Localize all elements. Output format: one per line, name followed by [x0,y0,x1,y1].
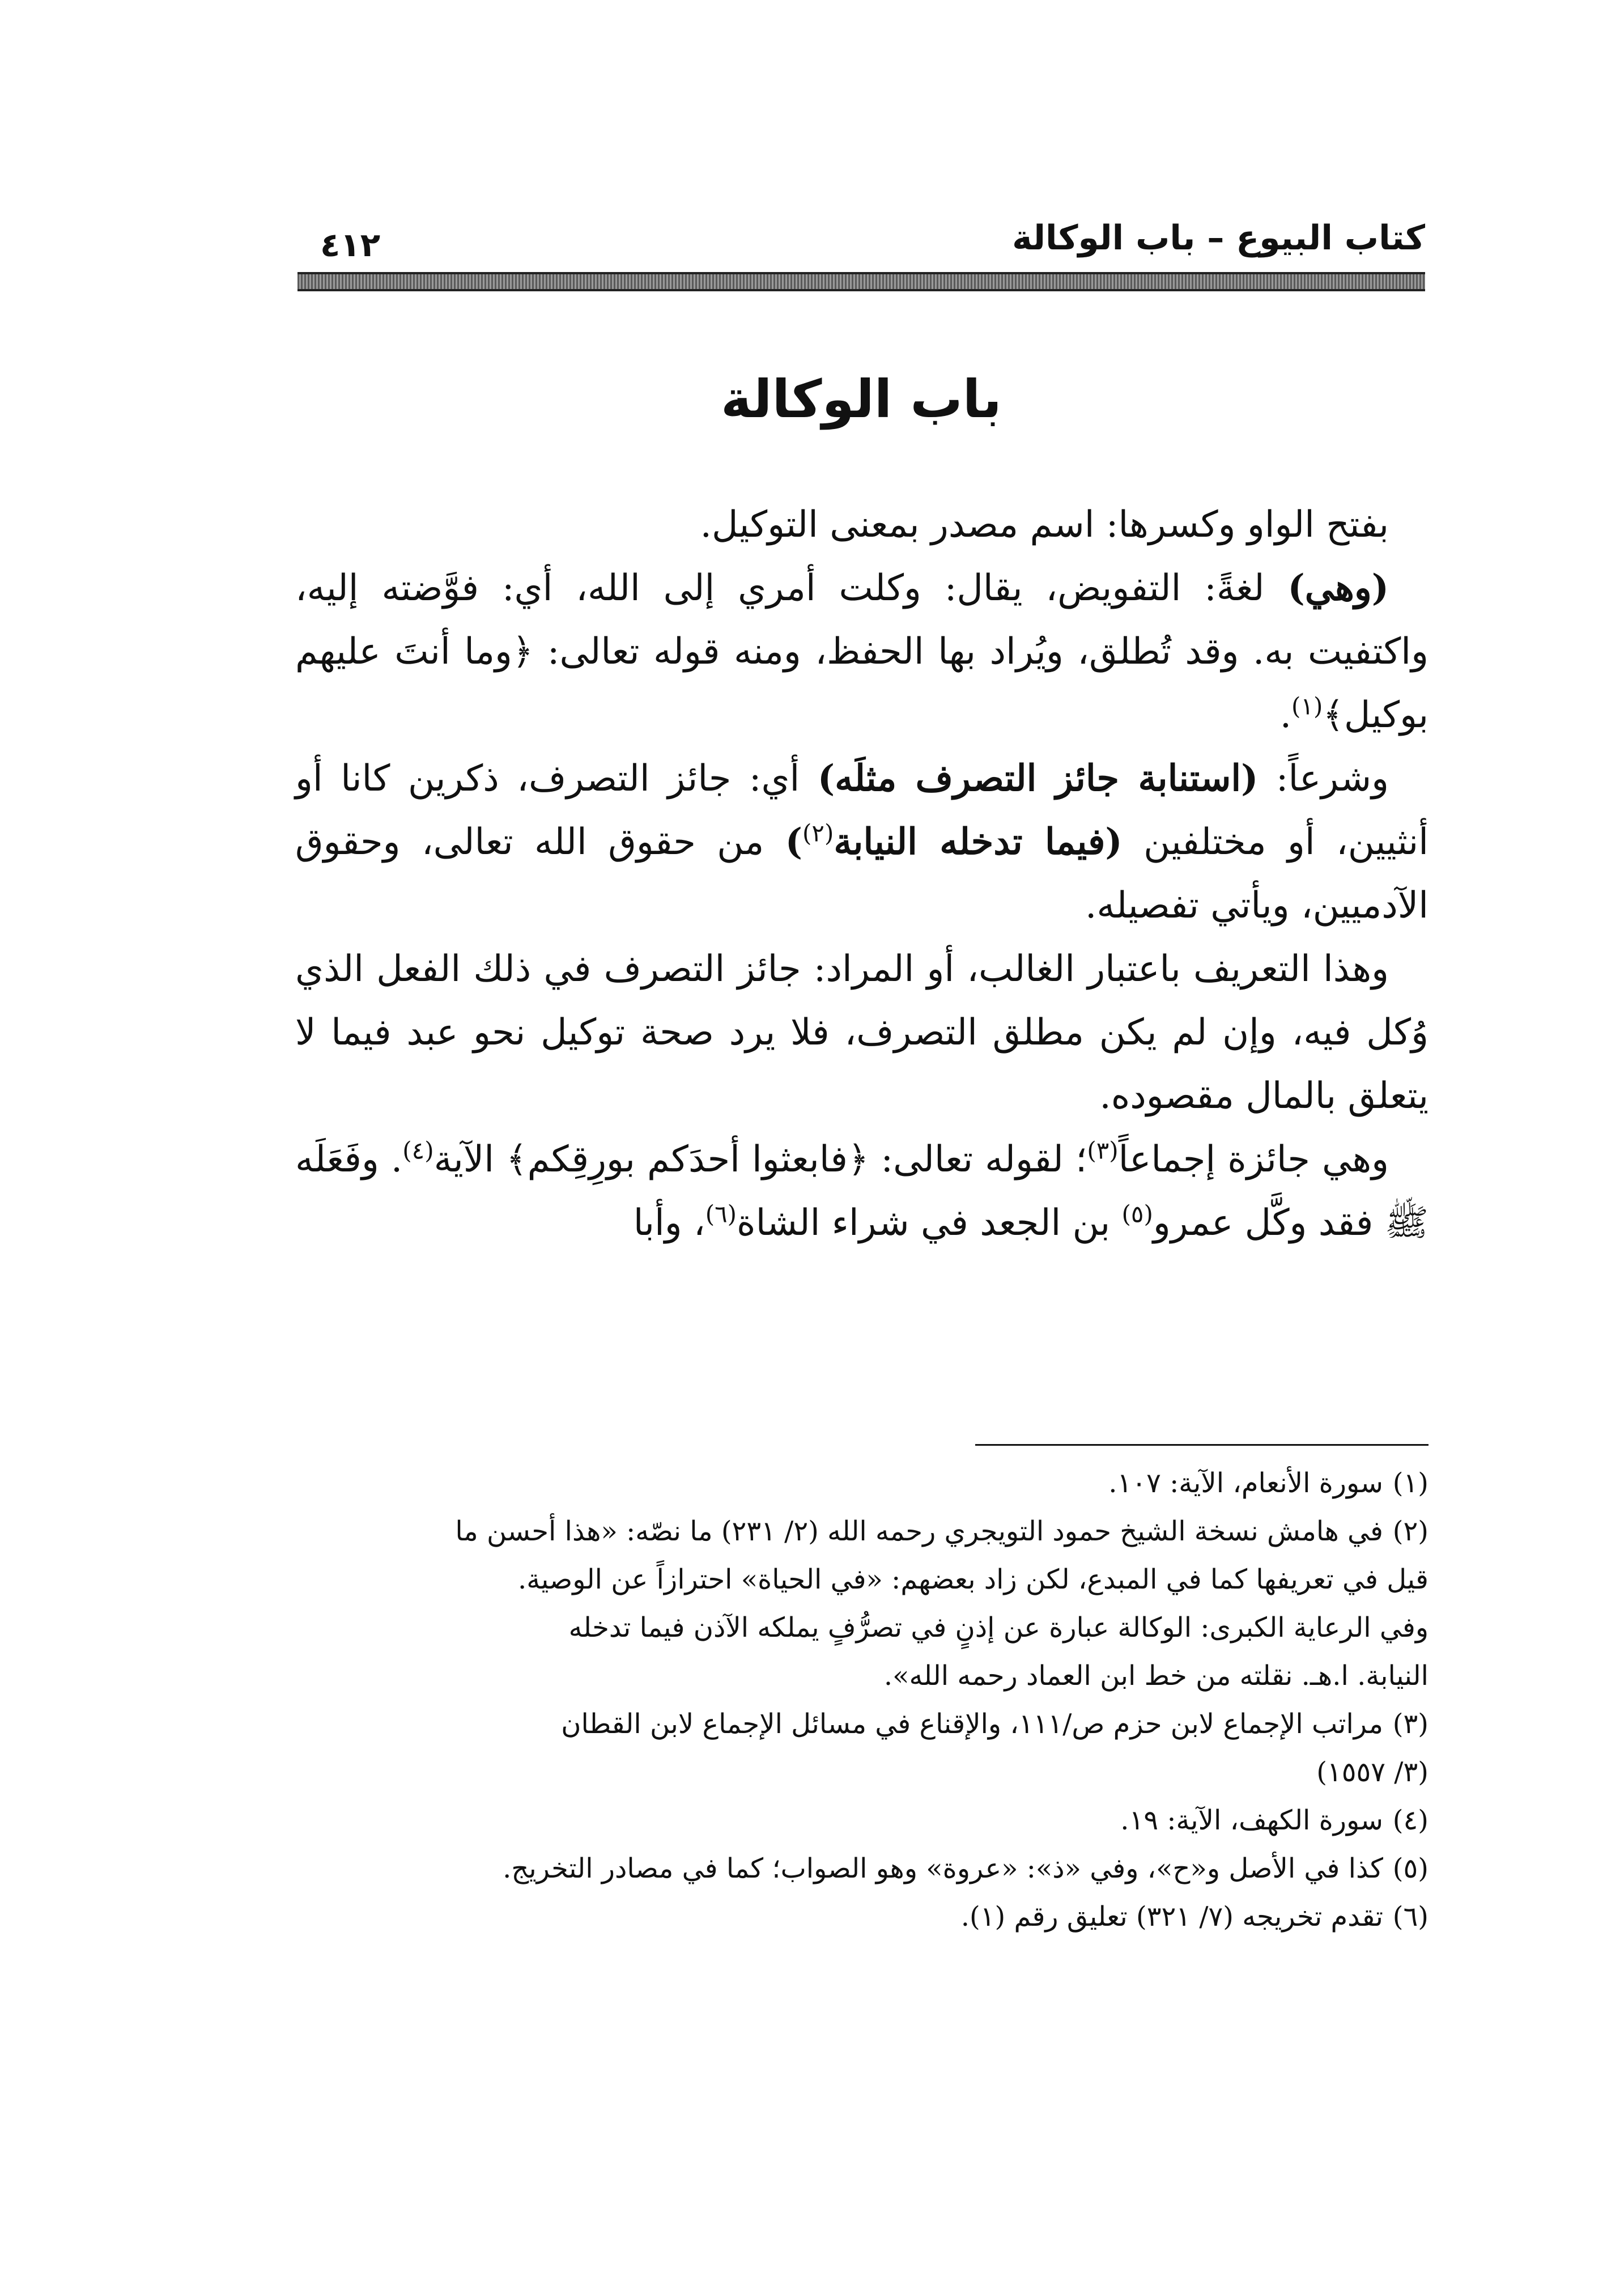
chapter-title: باب الوكالة [721,369,1002,430]
paragraph-4-text: وهذا التعريف باعتبار الغالب، أو المراد: جائز التصرف في ذلك الفعل الذي وُكل فيه، وإن لم يكن مطلق التصرف، فلا يرد صحة توكيل نحو عبد فيما لا يتعلق بالمال مقصوده. [295,948,1429,1117]
paragraph-5-e: ، وأبا [633,1202,705,1244]
footnote-number: (٦) [1392,1901,1429,1933]
running-header [297,210,1425,272]
footnote-number: (٥) [1392,1853,1429,1884]
footnote-ref-2: (٢) [802,819,834,847]
paragraph-2-bold: (وهي) [1287,567,1389,609]
paragraph-5-b: ؛ لقوله تعالى: ﴿فابعثوا أحدَكم بورِقِكم﴾ الآية [433,1139,1087,1181]
footnote-text: مراتب الإجماع لابن حزم ص/١١١، والإقناع في مسائل الإجماع لابن القطان [561,1708,1383,1740]
footnote-number: (٤) [1392,1804,1429,1836]
footnote-1 [295,1459,1429,1508]
footnote-text: في هامش نسخة الشيخ حمود التويجري رحمه الله (٢/ ٢٣١) ما نصّه: «هذا أحسن ما [455,1515,1383,1547]
paragraph-2-end: . [1279,694,1292,736]
footnote-ref-1: (١) [1291,692,1323,720]
paragraph-4 [295,937,1429,1128]
footnote-ref-3: (٣) [1087,1136,1119,1165]
footnote-6 [295,1893,1429,1941]
header-title: كتاب البيوع – باب الوكالة [1012,218,1425,258]
page-number: ٤١٢ [320,226,381,264]
paragraph-2-text: لغةً: التفويض، يقال: وكلت أمري إلى الله، أي: فوَّضته إليه، واكتفيت به. وقد تُطلق، ويُراد بها الحفظ، ومنه قوله تعالى: ﴿وما أنتَ عليهم بوكيل﴾ [295,567,1429,736]
paragraph-3-mid: أي: جائز التصرف، ذكرين كانا أو أنثيين، أو مختلفين [295,758,1429,863]
paragraph-1-text: بفتح الواو وكسرها: اسم مصدر بمعنى التوكيل. [700,504,1389,546]
paragraph-3-bold-3: ) [785,821,802,863]
paragraph-5-a: وهي جائزة إجماعاً [1118,1139,1389,1181]
footnote-text: وفي الرعاية الكبرى: الوكالة عبارة عن إذنٍ في تصرُّفٍ يملكه الآذن فيما تدخله [568,1612,1429,1644]
footnote-number: (١) [1392,1467,1429,1499]
footnote-ref-6: (٦) [705,1200,737,1228]
footnote-number: (٣) [1392,1708,1429,1740]
footnote-ref-5: (٥) [1121,1200,1153,1228]
footnotes [295,1459,1429,1941]
paragraph-3 [295,747,1429,937]
footnote-3 [295,1700,1429,1797]
footnote-text: (٣/ ١٥٥٧) [1316,1756,1429,1788]
paragraph-5-c: . وفَعَلَه ﷺ فقد وكَّل عمرو [295,1139,1429,1244]
footnote-divider [975,1444,1429,1446]
footnote-text: تقدم تخريجه (٧/ ٣٢١) تعليق رقم (١). [960,1901,1383,1933]
paragraph-2 [295,557,1429,747]
footnote-ref-4: (٤) [402,1136,434,1165]
paragraph-3-bold-1: (استنابة جائز التصرف مثلَه) [817,757,1259,800]
footnote-5 [295,1845,1429,1893]
footnote-2 [295,1508,1429,1700]
body-text [295,493,1429,1255]
footnote-text: قيل في تعريفها كما في المبدع، لكن زاد بعضهم: «في الحياة» احترازاً عن الوصية. [517,1564,1429,1595]
paragraph-3-lead: وشرعاً: [1258,758,1389,800]
footnote-text: النيابة. ا.هـ. نقلته من خط ابن العماد رحمه الله». [883,1660,1429,1692]
paragraph-5-d: بن الجعد في شراء الشاة [737,1202,1122,1244]
footnote-text: كذا في الأصل و«ح»، وفي «ذ»: «عروة» وهو الصواب؛ كما في مصادر التخريج. [503,1853,1383,1884]
paragraph-5 [295,1128,1429,1255]
header-rule [297,272,1425,291]
footnote-4 [295,1797,1429,1845]
footnote-text: سورة الأنعام، الآية: ١٠٧. [1108,1467,1383,1499]
footnote-text: سورة الكهف، الآية: ١٩. [1120,1804,1383,1836]
paragraph-1 [295,493,1429,557]
paragraph-3-tail: من حقوق الله تعالى، وحقوق الآدميين، ويأتي تفصيله. [295,821,1429,927]
paragraph-3-bold-2: (فيما تدخله النيابة [834,821,1123,863]
footnote-number: (٢) [1392,1515,1429,1547]
